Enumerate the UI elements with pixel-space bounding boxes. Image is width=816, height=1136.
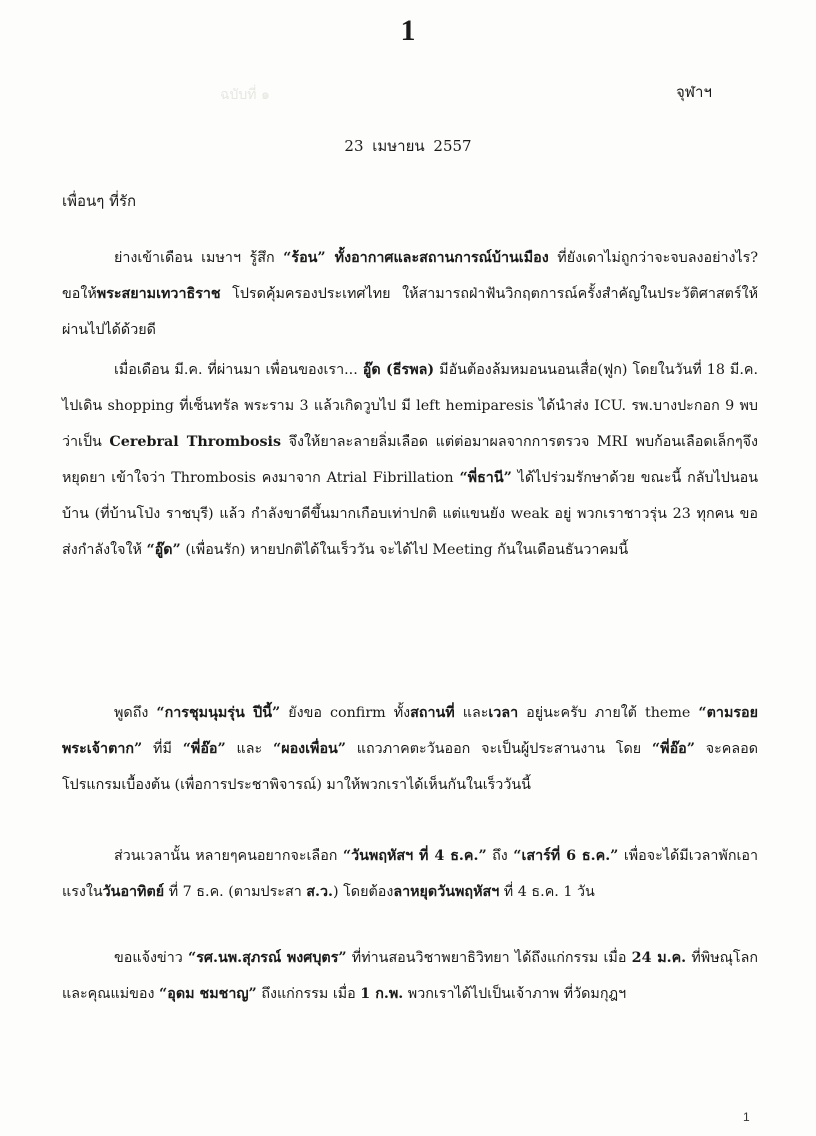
paragraph-5: ขอแจ้งข่าว “รศ.นพ.สุภรณ์ พงศบุตร” ที่ท่านสอนวิชาพยาธิวิทยา ได้ถึงแก่กรรม เมื่อ 24 ม.ค. ที่พิษณุโลก และคุณแม่ของ “อุดม ชมชาญ” ถึงแก่กรรม เมื่อ 1 ก.พ. พวกเราได้ไปเป็นเจ้าภาพ ที่วัดมกุฎฯ: [62, 950, 758, 1002]
salutation: เพื่อนๆ ที่รัก: [62, 192, 137, 210]
header-right-text: จุฬาฯ: [676, 83, 712, 101]
footer-page-number: 1: [743, 1110, 750, 1124]
paragraph-1: ย่างเข้าเดือน เมษาฯ รู้สึก “ร้อน” ทั้งอากาศและสถานการณ์บ้านเมือง ที่ยังเดาไม่ถูกว่าจะจบลงอย่างไร? ขอให้พระสยามเทวาธิราช โปรดคุ้มครองประเทศไทย ให้สามารถฝ่าฟันวิกฤตการณ์ครั้งสำคัญในประวัติศาสตร์ให้ผ่านไปได้ด้วยดี: [62, 250, 758, 338]
page-number-heading: 1: [400, 14, 416, 47]
paragraph-2: เมื่อเดือน มี.ค. ที่ผ่านมา เพื่อนของเรา... อู๊ด (ธีรพล) มีอันต้องล้มหมอนนอนเสื่อ(ฟูก) โดยในวันที่ 18 มี.ค. ไปเดิน shopping ที่เซ็นทรัล พระราม 3 แล้วเกิดวูบไป มี left hemiparesis ได้นำส่ง ICU. รพ.บางปะกอก 9 พบว่าเป็น Cerebral Thrombosis จึงให้ยาละลายลิ่มเลือด แต่ต่อมาผลจากการตรวจ MRI พบก้อนเลือดเล็กๆจึงหยุดยา เข้าใจว่า Thrombosis คงมาจาก Atrial Fibrillation “พี่ธานี” ได้ไปร่วมรักษาด้วย ขณะนี้ กลับไปนอนบ้าน (ที่บ้านโป่ง ราชบุรี) แล้ว กำลังขาดีขึ้นมากเกือบเท่าปกติ แต่แขนยัง weak อยู่ พวกเราชาวรุ่น 23 ทุกคน ขอส่งกำลังใจให้ “อู๊ด” (เพื่อนรัก) หายปกติได้ในเร็ววัน จะได้ไป Meeting กันในเดือนธันวาคมนี้: [62, 362, 758, 558]
faded-header-text: ฉบับที่ ๑: [220, 87, 270, 103]
letter-date: 23 เมษายน 2557: [344, 137, 472, 155]
paragraph-4: ส่วนเวลานั้น หลายๆคนอยากจะเลือก “วันพฤหัสฯ ที่ 4 ธ.ค.” ถึง “เสาร์ที่ 6 ธ.ค.” เพื่อจะได้มีเวลาพักเอาแรงในวันอาทิตย์ ที่ 7 ธ.ค. (ตามประสา ส.ว.) โดยต้องลาหยุดวันพฤหัสฯ ที่ 4 ธ.ค. 1 วัน: [62, 848, 758, 900]
paragraph-3: พูดถึง “การชุมนุมรุ่น ปีนี้” ยังขอ confirm ทั้งสถานที่ และเวลา อยู่นะครับ ภายใต้ theme “ตามรอยพระเจ้าตาก” ที่มี “พี่อ๊อ” และ “ผองเพื่อน” แถวภาคตะวันออก จะเป็นผู้ประสานงาน โดย “พี่อ๊อ” จะคลอดโปรแกรมเบื้องต้น (เพื่อการประชาพิจารณ์) มาให้พวกเราได้เห็นกันในเร็ววันนี้: [62, 705, 759, 793]
